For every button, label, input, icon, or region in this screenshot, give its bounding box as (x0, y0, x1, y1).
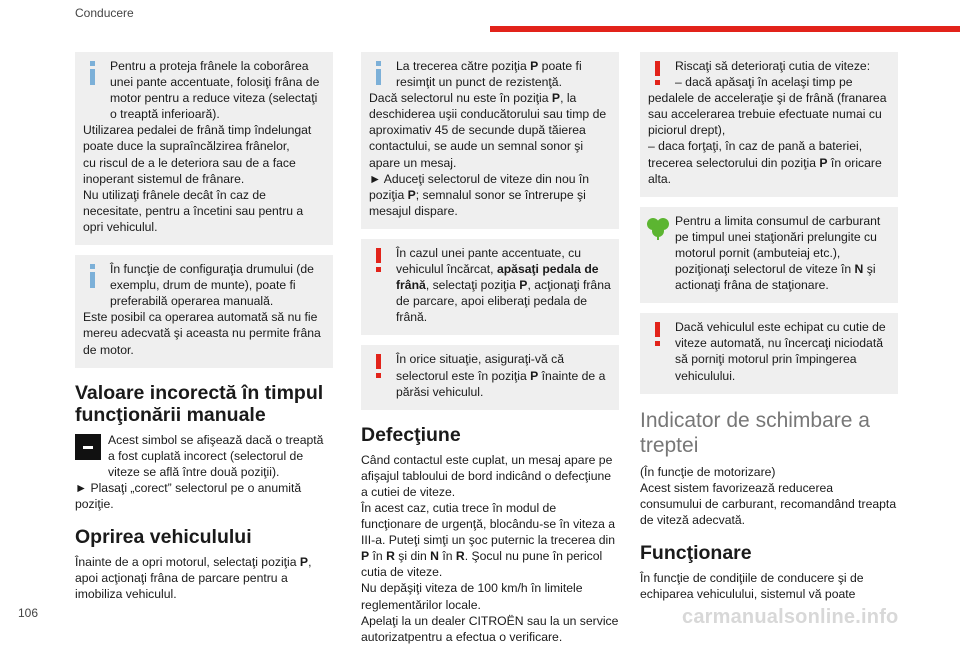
warning-box-leave (361, 345, 619, 409)
eco-leaf-icon (646, 216, 670, 240)
warning-text: Dacă vehiculul este echipat cu cutie de viteze automată, nu încercaţi niciodată să porniţi motorul prin împingerea vehiculului. (675, 320, 886, 383)
heading-operation: Funcţionare (640, 541, 752, 564)
info-box-manual (75, 255, 333, 368)
info-text-line1: Pentru a proteja frânele la coborârea unei pante accentuate, folosiţi frâna de motor pentru a reduce viteza (selectaţi o treaptă inferioară). (110, 59, 320, 122)
wrong-value-paragraph (75, 432, 333, 512)
warning-box-slope (361, 239, 619, 335)
info-text-line4: Nu utilizaţi frânele decât în caz de necesitate, pentru a încetini sau pentru a opri vehiculul. (83, 187, 304, 234)
warning-text-b: – dacă apăsaţi în acelaşi timp pe pedalele de acceleraţie şi de frână (franarea sau accelerarea trebuie efectuate numai cu piciorul drept), (648, 75, 887, 138)
info-icon (83, 264, 103, 288)
column-1 (75, 52, 333, 602)
watermark: carmanualsonline.info (682, 606, 899, 628)
gear-indicator-icon (75, 434, 101, 460)
column-3 (640, 52, 898, 602)
wrong-value-instruction: ► Plasaţi „corect” selectorul pe o anumită poziţie. (75, 480, 302, 511)
info-text-line2: Este posibil ca operarea automată să nu fie mereu adecvată şi aceasta nu permite frâna de motor. (83, 310, 321, 357)
heading-shift-indicator: Indicator de schimbare a treptei (640, 408, 870, 457)
warning-text-a: Riscaţi să deterioraţi cutia de viteze: (675, 59, 871, 73)
info-text-c: ► Aduceţi selectorul de viteze din nou în poziţia P; semnalul sonor se întrerupe şi mesajul dispare. (369, 171, 590, 218)
info-text-line3: cu riscul de a le deteriora sau de a face inoperant sistemul de frânare. (83, 155, 296, 186)
operation-p1: În funcţie de condiţiile de conducere şi de echiparea vehiculului, sistemul vă poate (640, 570, 864, 602)
warning-box-gearbox (640, 52, 898, 197)
info-icon (83, 61, 103, 85)
warning-icon (369, 248, 389, 272)
header-accent-bar (490, 26, 960, 32)
warning-icon (648, 61, 668, 85)
info-box-braking (75, 52, 333, 245)
fault-p4: Apelaţi la un dealer CITROËN sau la un service autorizatpentru a efectua o verificare. (361, 613, 619, 644)
warning-text: În orice situaţie, asiguraţi-vă că selectorul este în poziţia P înainte de a părăsi vehiculul. (396, 352, 606, 399)
info-text-b: Dacă selectorul nu este în poziţia P, la deschiderea uşii conducătorului sau timp de aproximativ 45 de secunde după tăierea contactului, se aude un semnal sonor şi apare un mesaj. (369, 91, 607, 170)
info-text-a: La trecerea către poziţia P poate fi resimţit un punct de rezistenţă. (396, 59, 582, 90)
page-number: 106 (18, 606, 39, 620)
indicator-p2: Acest sistem favorizează reducerea consumului de carburant, recomandând treapta de viteză adecvată. (640, 480, 897, 527)
eco-text: Pentru a limita consumul de carburant pe timpul unei staţionări prelungite cu motorul pornit (ambuteiaj etc.), poziţionaţi selectorul de viteze în N şi actionaţi frâna de staţionare. (675, 213, 881, 293)
wrong-value-text: Acest simbol se afişează dacă o treaptă a fost cuplată incorect (selectorul de viteze se află între două poziţii). (108, 432, 324, 479)
info-text-line1: În funcţie de configuraţia drumului (de exemplu, drum de munte), poate fi preferabilă operarea manuală. (110, 262, 314, 309)
warning-icon (369, 354, 389, 378)
warning-text: În cazul unei pante accentuate, cu vehiculul încărcat, apăsaţi pedala de frână, selectaţi poziţia P, acţionaţi frâna de parcare, apoi eliberaţi pedala de frână. (396, 245, 611, 325)
header-section-title: Conducere (75, 6, 134, 20)
heading-stop-vehicle: Oprirea vehiculului (75, 526, 252, 549)
info-icon (369, 61, 389, 85)
info-box-park-position (361, 52, 619, 229)
heading-fault: Defecţiune (361, 423, 461, 446)
warning-icon (648, 322, 668, 346)
warning-box-push-start (640, 313, 898, 393)
heading-wrong-value: Valoare incorectă în timpul funcţionării manuale (75, 381, 324, 426)
fault-p2: În acest caz, cutia trece în modul de funcţionare de urgenţă, blocându-se în viteza a III-a. Puteţi simţi un şoc puternic la trecerea din P în R şi din N în R. Şocul nu pune în pericol cutia de viteze. (361, 500, 616, 580)
info-text-line2: Utilizarea pedalei de frână timp îndelungat poate duce la supraîncălzirea frânelor, (83, 123, 312, 154)
eco-box (640, 207, 898, 303)
stop-vehicle-text: Înainte de a opri motorul, selectaţi poziţia P, apoi acţionaţi frâna de parcare pentru a imobiliza vehiculul. (75, 555, 312, 602)
indicator-p1: (În funcţie de motorizare) (640, 464, 776, 479)
fault-p1: Când contactul este cuplat, un mesaj apare pe afişajul tabloului de bord indicând o defecţiune a cutiei de viteze. (361, 452, 613, 499)
fault-p3: Nu depăşiţi viteza de 100 km/h în limitele reglementărilor locale. (361, 581, 583, 612)
column-2 (361, 52, 619, 645)
warning-text-c: – daca forţaţi, în caz de pană a bateriei, trecerea selectorului din poziţia P în oricare alta. (648, 139, 882, 186)
